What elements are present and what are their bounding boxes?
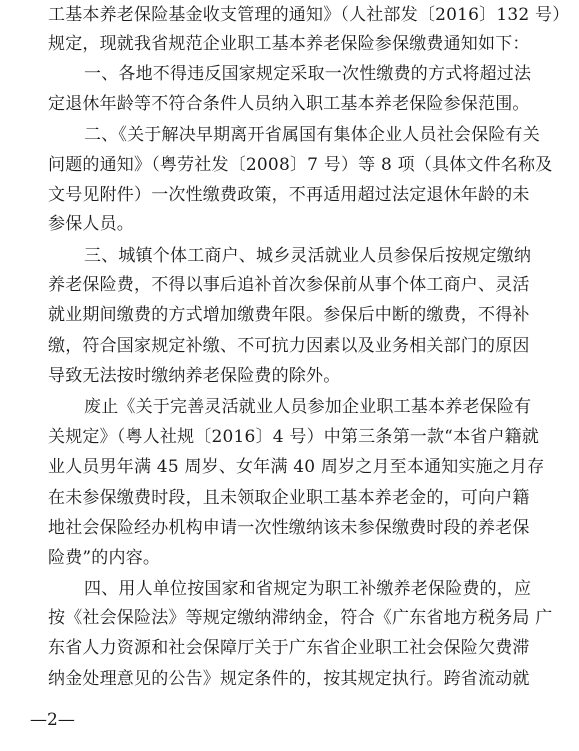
- text-line: 参保人员。: [48, 214, 134, 234]
- text-line: 问题的通知》（粤劳社发〔2008〕7 号）等 8 项（具体文件名称及: [48, 155, 553, 175]
- text-line: 定退休年龄等不符合条件人员纳入职工基本养老保险参保范围。: [48, 94, 530, 114]
- text-line: 按《社会保险法》等规定缴纳滞纳金，符合《广东省地方税务局 广: [48, 608, 553, 628]
- text-line: 纳金处理意见的公告》规定条件的，按其规定执行。跨省流动就: [48, 669, 530, 689]
- page-number: —2—: [30, 710, 75, 730]
- text-line: 一、各地不得违反国家规定采取一次性缴费的方式将超过法: [84, 64, 532, 84]
- text-line: 三、城镇个体工商户、城乡灵活就业人员参保后按规定缴纳: [84, 246, 532, 266]
- text-line: 关规定》（粤人社规〔2016〕4 号）中第三条第一款“本省户籍就: [48, 427, 540, 447]
- text-line: 地社会保险经办机构申请一次性缴纳该未参保缴费时段的养老保: [48, 518, 530, 538]
- text-line: 规定，现就我省规范企业职工基本养老保险参保缴费通知如下：: [48, 34, 530, 54]
- text-line: 险费”的内容。: [48, 548, 161, 568]
- text-line: 东省人力资源和社会保障厅关于广东省企业职工社会保险欠费滞: [48, 638, 530, 658]
- text-line: 废止《关于完善灵活就业人员参加企业职工基本养老保险有: [84, 397, 532, 417]
- text-line: 业人员男年满 45 周岁、女年满 40 周岁之月至本通知实施之月存: [48, 457, 545, 477]
- text-line: 养老保险费，不得以事后追补首次参保前从事个体工商户、灵活: [48, 275, 530, 295]
- text-line: 就业期间缴费的方式增加缴费年限。参保后中断的缴费，不得补: [48, 305, 530, 325]
- text-line: 文号见附件）一次性缴费政策，不再适用超过法定退休年龄的未: [48, 185, 530, 205]
- text-line: 导致无法按时缴纳养老保险费的除外。: [48, 366, 341, 386]
- text-line: 二、《关于解决早期离开省属国有集体企业人员社会保险有关: [84, 125, 540, 145]
- text-line: 工基本养老保险基金收支管理的通知》（人社部发〔2016〕132 号）: [48, 5, 570, 25]
- text-line: 缴，符合国家规定补缴、不可抗力因素以及业务相关部门的原因: [48, 336, 530, 356]
- text-line: 四、用人单位按国家和省规定为职工补缴养老保险费的，应: [84, 579, 532, 599]
- text-line: 在未参保缴费时段，且未领取企业职工基本养老金的，可向户籍: [48, 488, 530, 508]
